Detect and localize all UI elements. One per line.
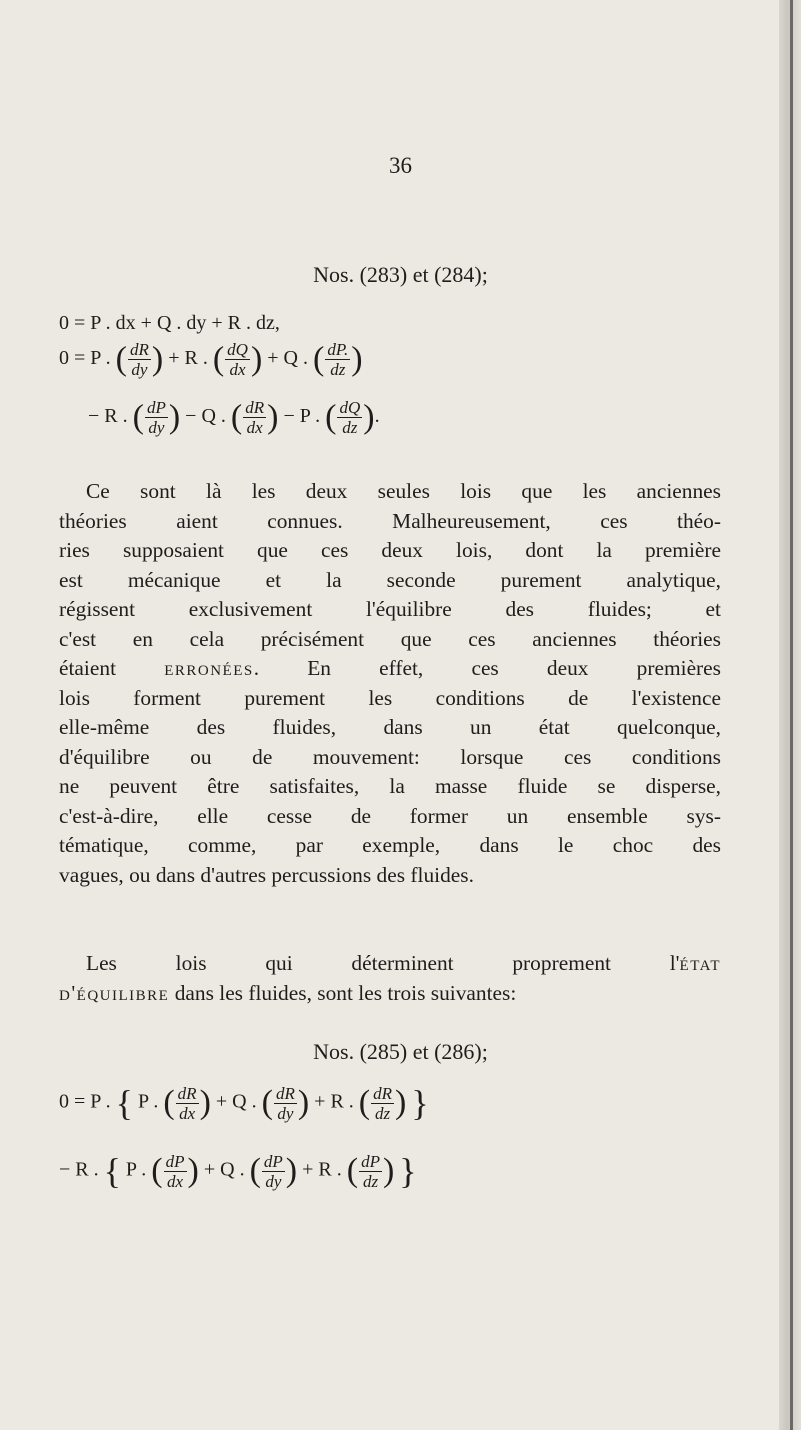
equation-line-3 bbox=[88, 398, 380, 437]
fraction-numerator: dQ bbox=[227, 340, 248, 359]
eq-term: − R . bbox=[59, 1158, 99, 1181]
fraction-denominator: dx bbox=[229, 360, 246, 379]
fraction bbox=[359, 1152, 382, 1191]
paren: ( bbox=[132, 398, 144, 436]
fraction-denominator: dy bbox=[131, 360, 148, 379]
text-line bbox=[59, 949, 721, 979]
fraction-denominator: dz bbox=[342, 418, 358, 437]
eq-period: . bbox=[374, 405, 380, 428]
equation-line-4 bbox=[59, 1082, 429, 1124]
fraction-denominator: dy bbox=[148, 418, 165, 437]
fraction-numerator: dR bbox=[177, 1083, 197, 1103]
text-line: ries supposaient que ces deux lois, dont la première bbox=[59, 538, 721, 562]
text-line: tématique, comme, par exemple, dans le choc des bbox=[59, 833, 721, 857]
brace: } bbox=[411, 1083, 429, 1123]
paren: ( bbox=[212, 340, 225, 378]
equation-line-1: 0 = P . dx + Q . dy + R . dz, bbox=[59, 312, 280, 334]
emphasis-smallcaps: erronées bbox=[164, 656, 254, 680]
fraction-numerator: dP bbox=[361, 1151, 380, 1171]
eq-term: + Q . bbox=[215, 1090, 257, 1113]
fraction-numerator: dR bbox=[373, 1083, 393, 1103]
equation-line-2 bbox=[59, 340, 363, 379]
equation-line-5 bbox=[59, 1150, 417, 1192]
paren: ) bbox=[187, 1152, 199, 1189]
fraction-numerator: dP. bbox=[327, 340, 349, 359]
eq-term: 0 = P . bbox=[59, 1090, 111, 1113]
fraction bbox=[337, 398, 362, 437]
paren: ) bbox=[267, 398, 279, 436]
paren: ) bbox=[395, 1084, 407, 1121]
emphasis-smallcaps: état bbox=[679, 951, 721, 975]
emphasis-smallcaps: d'équilibre bbox=[59, 980, 170, 1005]
paren: ( bbox=[358, 1084, 371, 1121]
fraction-numerator: dR bbox=[275, 1083, 295, 1103]
text-span: Les lois qui déterminent proprement l' bbox=[86, 951, 680, 975]
paren: ( bbox=[249, 1152, 261, 1189]
fraction-denominator: dy bbox=[277, 1103, 294, 1123]
text-line: théories aient connues. Malheureusement, ces théo- bbox=[59, 508, 721, 533]
fraction-denominator: dx bbox=[246, 418, 263, 437]
paren: ) bbox=[351, 340, 363, 378]
paren: ( bbox=[325, 398, 337, 436]
page-number: 36 bbox=[389, 153, 412, 178]
fraction-numerator: dR bbox=[130, 340, 149, 359]
fraction bbox=[274, 1084, 297, 1123]
text-line: c'est-à-dire, elle cesse de former un ensemble sys- bbox=[59, 803, 721, 828]
fraction bbox=[145, 398, 168, 437]
paren: ) bbox=[297, 1084, 310, 1121]
fraction bbox=[164, 1152, 187, 1191]
fraction bbox=[371, 1084, 394, 1123]
text-span: dans les fluides, sont les trois suivantes: bbox=[169, 980, 517, 1005]
paren: ) bbox=[285, 1152, 298, 1189]
text-line: lois forment purement les conditions de l'existence bbox=[59, 685, 721, 710]
text-line: ne peuvent être satisfaites, la masse fluide se disperse, bbox=[59, 774, 721, 798]
text-line bbox=[59, 654, 721, 684]
text-line: Ce sont là les deux seules lois que les anciennes bbox=[86, 479, 721, 503]
text-line: d'équilibre ou de mouvement: lorsque ces conditions bbox=[59, 744, 721, 769]
fraction-numerator: dP bbox=[263, 1151, 283, 1171]
paren: ( bbox=[261, 1084, 273, 1121]
paren: ) bbox=[382, 1152, 395, 1189]
equation-reference-heading: Nos. (285) et (286); bbox=[313, 1039, 488, 1064]
fraction bbox=[262, 1152, 285, 1191]
text-line: c'est en cela précisément que ces anciennes théories bbox=[59, 626, 721, 651]
paren: ( bbox=[151, 1152, 163, 1189]
brace: { bbox=[115, 1083, 133, 1123]
fraction bbox=[225, 340, 250, 379]
text-line: régissent exclusivement l'équilibre des fluides; et bbox=[59, 597, 721, 621]
fraction-denominator: dx bbox=[167, 1171, 184, 1191]
paren: ) bbox=[199, 1084, 211, 1121]
eq-term: − P . bbox=[283, 405, 321, 428]
paragraph-2 bbox=[59, 949, 721, 1008]
eq-term: + Q . bbox=[267, 347, 309, 370]
text-span: étaient bbox=[59, 656, 165, 680]
paren: ( bbox=[346, 1152, 359, 1189]
fraction-denominator: dz bbox=[330, 360, 346, 379]
paragraph-1 bbox=[59, 477, 721, 890]
eq-term: + R . bbox=[168, 347, 208, 370]
eq-term: − Q . bbox=[185, 405, 226, 428]
fraction bbox=[128, 340, 151, 379]
binding-shadow bbox=[790, 0, 793, 1430]
eq-term: + R . bbox=[314, 1090, 354, 1113]
eq-term: P . bbox=[137, 1090, 159, 1113]
eq-term: 0 = P . bbox=[59, 347, 111, 370]
brace: } bbox=[399, 1151, 417, 1191]
paren: ) bbox=[363, 398, 375, 436]
fraction bbox=[243, 398, 266, 437]
eq-term: + R . bbox=[302, 1158, 342, 1181]
fraction-denominator: dz bbox=[375, 1103, 391, 1123]
text-line: elle-même des fluides, dans un état quelconque, bbox=[59, 715, 721, 739]
fraction-denominator: dx bbox=[179, 1103, 196, 1123]
eq-term: + Q . bbox=[203, 1158, 245, 1181]
fraction-numerator: dQ bbox=[339, 398, 361, 417]
text-line: vagues, ou dans d'autres percussions des fluides. bbox=[59, 862, 474, 887]
paren: ) bbox=[151, 340, 164, 378]
fraction bbox=[176, 1084, 199, 1123]
paren: ( bbox=[163, 1084, 175, 1121]
eq-term: − R . bbox=[88, 405, 128, 428]
fraction bbox=[325, 340, 350, 379]
fraction-numerator: dP bbox=[146, 398, 166, 417]
fraction-denominator: dy bbox=[265, 1171, 282, 1191]
brace: { bbox=[103, 1151, 121, 1191]
paren: ( bbox=[115, 340, 127, 378]
text-line bbox=[59, 979, 721, 1009]
equation-reference-heading: Nos. (283) et (284); bbox=[313, 262, 488, 287]
text-line: est mécanique et la seconde purement analytique, bbox=[59, 567, 721, 592]
fraction-numerator: dR bbox=[245, 398, 265, 417]
paren: ( bbox=[313, 340, 325, 378]
eq-term: P . bbox=[125, 1158, 147, 1181]
paren: ) bbox=[250, 340, 263, 378]
text-span: . En effet, ces deux premières bbox=[253, 656, 722, 680]
fraction-numerator: dP bbox=[165, 1151, 185, 1171]
fraction-denominator: dz bbox=[362, 1171, 379, 1191]
paren: ) bbox=[168, 398, 181, 436]
paren: ( bbox=[230, 398, 243, 436]
